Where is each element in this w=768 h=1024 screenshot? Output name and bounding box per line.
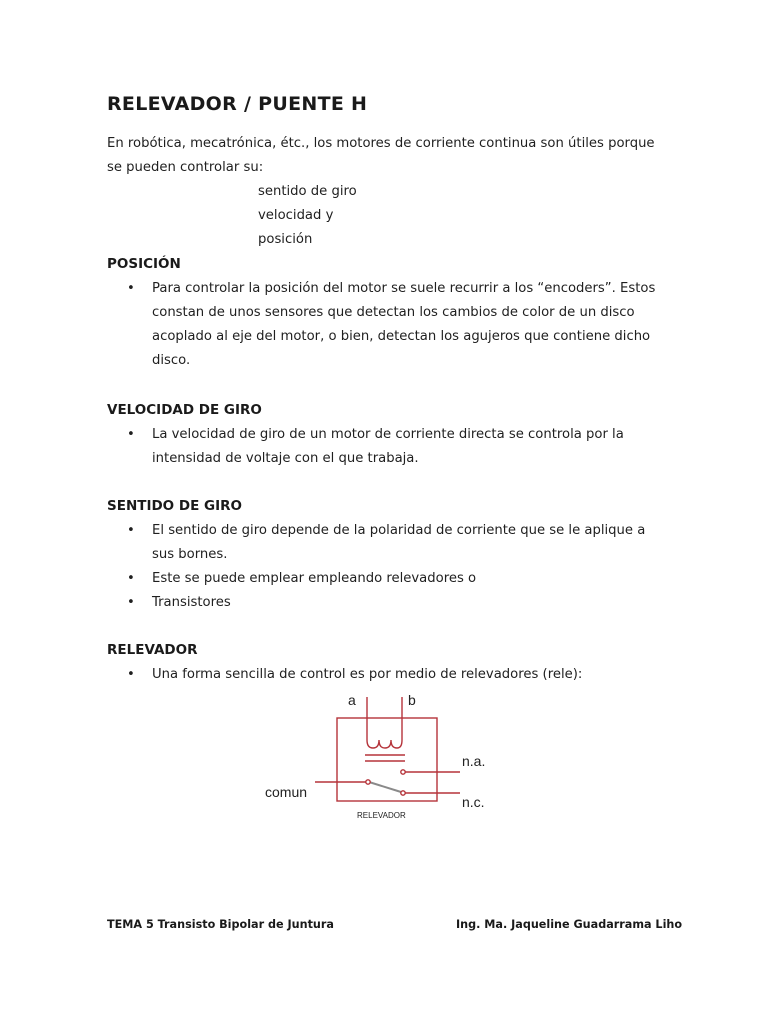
section-heading-relevador: RELEVADOR [107, 642, 198, 658]
intro-item: posición [258, 232, 313, 247]
list-item [127, 567, 667, 591]
list-item-text: La velocidad de giro de un motor de corriente directa se controla por la intensidad de voltaje con el que trabaja. [152, 427, 624, 466]
list-item [127, 423, 667, 471]
relay-frame [315, 697, 460, 801]
list-item-text: Transistores [152, 595, 231, 610]
list-item-text: Para controlar la posición del motor se suele recurrir a los “encoders”. Estos constan de unos sensores que detectan los cambios de color de un disco acoplado al eje del motor, o bien, detectan los agujeros que contiene dicho disco. [152, 281, 656, 368]
coil-icon [367, 740, 402, 748]
label-na: n.a. [462, 753, 486, 769]
section-heading-velocidad: VELOCIDAD DE GIRO [107, 402, 262, 418]
bullet-icon: • [127, 571, 135, 586]
bullet-icon: • [127, 281, 135, 296]
footer-right: Ing. Ma. Jaqueline Guadarrama Liho [456, 918, 683, 931]
label-nc: n.c. [462, 794, 485, 810]
bullet-icon: • [127, 595, 135, 610]
list-item [127, 277, 667, 373]
intro-item: sentido de giro [258, 184, 357, 199]
switch-arm [369, 782, 401, 792]
na-contact [401, 770, 405, 774]
intro-item: velocidad y [258, 208, 334, 223]
bullet-icon: • [127, 667, 135, 682]
common-contact [366, 780, 370, 784]
label-comun: comun [265, 784, 308, 800]
footer-left: TEMA 5 Transisto Bipolar de Juntura [107, 918, 334, 931]
relay-diagram [255, 685, 505, 825]
section-list-relevador [127, 663, 667, 687]
bullet-icon: • [127, 523, 135, 538]
list-item [127, 591, 667, 615]
intro-paragraph: En robótica, mecatrónica, étc., los motores de corriente continua son útiles porque se pueden controlar su: [107, 136, 655, 175]
section-list-posicion [127, 277, 667, 373]
list-item-text: El sentido de giro depende de la polaridad de corriente que se le aplique a sus bornes. [152, 523, 646, 562]
section-list-velocidad [127, 423, 667, 471]
section-heading-posicion: POSICIÓN [107, 256, 181, 272]
diagram-caption: RELEVADOR [357, 811, 406, 820]
section-heading-sentido: SENTIDO DE GIRO [107, 498, 242, 514]
section-list-sentido [127, 519, 667, 615]
label-a: a [348, 692, 356, 708]
bullet-icon: • [127, 427, 135, 442]
list-item-text: Este se puede emplear empleando relevadores o [152, 571, 477, 586]
list-item-text: Una forma sencilla de control es por medio de relevadores (rele): [152, 667, 583, 682]
list-item [127, 519, 667, 567]
page-title: RELEVADOR / PUENTE H [107, 93, 368, 115]
list-item [127, 663, 667, 687]
nc-contact [401, 791, 405, 795]
label-b: b [408, 692, 416, 708]
intro-list [258, 180, 357, 252]
